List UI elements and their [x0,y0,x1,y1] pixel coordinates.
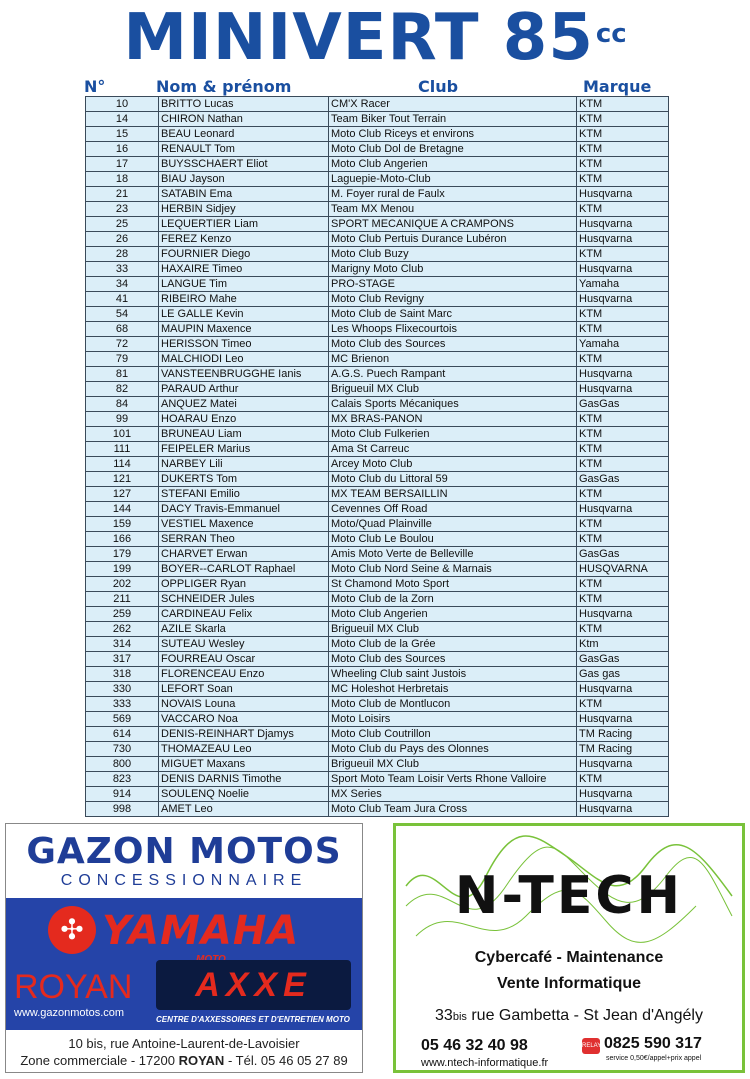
table-row [86,517,669,532]
rider-number: 41 [86,292,159,307]
rider-number: 823 [86,772,159,787]
rider-name: CARDINEAU Felix [159,607,329,622]
header-name: Nom & prénom [156,77,292,96]
table-row [86,472,669,487]
rider-club: M. Foyer rural de Faulx [329,187,577,202]
table-row [86,337,669,352]
rider-brand: KTM [577,457,669,472]
rider-brand: TM Racing [577,742,669,757]
rider-name: CHARVET Erwan [159,547,329,562]
rider-number: 259 [86,607,159,622]
table-row [86,382,669,397]
rider-club: Les Whoops Flixecourtois [329,322,577,337]
table-row [86,667,669,682]
rider-brand: KTM [577,577,669,592]
rider-club: Brigueuil MX Club [329,382,577,397]
rider-club: Moto Club du Pays des Olonnes [329,742,577,757]
axxe-tagline: CENTRE D'AXXESSOIRES ET D'ENTRETIEN MOTO [156,1015,350,1024]
rider-brand: Husqvarna [577,382,669,397]
rider-brand: KTM [577,532,669,547]
axxe-logo: AXXE [156,960,351,1010]
rider-number: 730 [86,742,159,757]
rider-number: 68 [86,322,159,337]
rider-brand: Husqvarna [577,607,669,622]
rider-brand: KTM [577,697,669,712]
rider-name: LE GALLE Kevin [159,307,329,322]
rider-brand: Husqvarna [577,292,669,307]
ntech-service-price: service 0,50€/appel+prix appel [606,1055,702,1062]
rider-brand: KTM [577,517,669,532]
table-row [86,277,669,292]
rider-brand: KTM [577,247,669,262]
rider-brand: HUSQVARNA [577,562,669,577]
rider-name: MALCHIODI Leo [159,352,329,367]
ntech-services-2: Vente Informatique [496,975,642,992]
rider-brand: KTM [577,412,669,427]
rider-club: MC Brienon [329,352,577,367]
table-row [86,442,669,457]
rider-name: STEFANI Emilio [159,487,329,502]
ntech-services: Cybercafé - Maintenance [474,949,664,966]
rider-brand: Husqvarna [577,367,669,382]
table-row [86,427,669,442]
rider-number: 317 [86,652,159,667]
table-row [86,742,669,757]
rider-name: RENAULT Tom [159,142,329,157]
rider-club: Brigueuil MX Club [329,757,577,772]
table-row [86,727,669,742]
rider-club: MX BRAS-PANON [329,412,577,427]
rider-club: Moto Loisirs [329,712,577,727]
rider-brand: Husqvarna [577,217,669,232]
rider-brand: KTM [577,202,669,217]
rider-brand: Husqvarna [577,682,669,697]
rider-club: Moto Club des Sources [329,652,577,667]
table-row [86,97,669,112]
rider-club: Moto Club Buzy [329,247,577,262]
rider-club: Sport Moto Team Loisir Verts Rhone Valloire [329,772,577,787]
rider-club: Wheeling Club saint Justois [329,667,577,682]
rider-brand: KTM [577,127,669,142]
rider-number: 17 [86,157,159,172]
rider-number: 54 [86,307,159,322]
rider-brand: GasGas [577,547,669,562]
rider-brand: KTM [577,142,669,157]
rider-name: DENIS-REINHART Djamys [159,727,329,742]
rider-club: Moto Club Coutrillon [329,727,577,742]
title-superscript: cc [595,19,627,49]
rider-name: BUYSSCHAERT Eliot [159,157,329,172]
rider-number: 21 [86,187,159,202]
rider-number: 10 [86,97,159,112]
table-row [86,547,669,562]
rider-brand: KTM [577,772,669,787]
rider-number: 800 [86,757,159,772]
rider-name: MAUPIN Maxence [159,322,329,337]
rider-number: 25 [86,217,159,232]
rider-club: MX Series [329,787,577,802]
rider-club: Marigny Moto Club [329,262,577,277]
rider-club: Moto Club Le Boulou [329,532,577,547]
rider-brand: GasGas [577,652,669,667]
rider-club: Moto Club Revigny [329,292,577,307]
rider-brand: GasGas [577,472,669,487]
table-row [86,352,669,367]
gazon-title: GAZON MOTOS [26,831,342,872]
rider-brand: KTM [577,442,669,457]
rider-brand: KTM [577,307,669,322]
rider-name: NARBEY Lili [159,457,329,472]
table-row [86,757,669,772]
header-number: N° [84,77,106,96]
table-row [86,397,669,412]
rider-name: SOULENQ Noelie [159,787,329,802]
rider-number: 111 [86,442,159,457]
rider-number: 333 [86,697,159,712]
rider-number: 211 [86,592,159,607]
rider-number: 569 [86,712,159,727]
yamaha-wordmark: YAMAHA [102,908,300,954]
rider-club: Moto Club Team Jura Cross [329,802,577,817]
rider-number: 81 [86,367,159,382]
rider-number: 314 [86,637,159,652]
rider-number: 79 [86,352,159,367]
rider-name: LEFORT Soan [159,682,329,697]
rider-club: Moto Club Angerien [329,607,577,622]
rider-club: Moto/Quad Plainville [329,517,577,532]
table-row [86,187,669,202]
rider-number: 14 [86,112,159,127]
rider-name: FEREZ Kenzo [159,232,329,247]
table-row [86,607,669,622]
rider-brand: KTM [577,592,669,607]
rider-brand: Husqvarna [577,232,669,247]
rider-club: Moto Club de Montlucon [329,697,577,712]
rider-name: BRITTO Lucas [159,97,329,112]
rider-number: 121 [86,472,159,487]
rider-number: 34 [86,277,159,292]
rider-brand: Gas gas [577,667,669,682]
rider-name: HAXAIRE Timeo [159,262,329,277]
gazon-subtitle: CONCESSIONNAIRE [60,872,308,889]
rider-club: Moto Club de la Zorn [329,592,577,607]
rider-name: THOMAZEAU Leo [159,742,329,757]
rider-club: Moto Club Fulkerien [329,427,577,442]
rider-number: 318 [86,667,159,682]
rider-brand: KTM [577,157,669,172]
rider-brand: KTM [577,427,669,442]
rider-number: 18 [86,172,159,187]
rider-club: Moto Club Nord Seine & Marnais [329,562,577,577]
rider-number: 28 [86,247,159,262]
rider-name: DENIS DARNIS Timothe [159,772,329,787]
rider-brand: KTM [577,112,669,127]
rider-name: FLORENCEAU Enzo [159,667,329,682]
rider-club: Brigueuil MX Club [329,622,577,637]
rider-brand: KTM [577,322,669,337]
rider-club: A.G.S. Puech Rampant [329,367,577,382]
rider-number: 72 [86,337,159,352]
rider-name: NOVAIS Louna [159,697,329,712]
rider-number: 127 [86,487,159,502]
table-row [86,637,669,652]
ntech-logo: N-TECH [454,866,684,926]
table-row [86,487,669,502]
rider-brand: TM Racing [577,727,669,742]
table-row [86,712,669,727]
ntech-address: 33bis rue Gambetta - St Jean d'Angély [435,1007,703,1024]
rider-name: OPPLIGER Ryan [159,577,329,592]
yamaha-logo-icon: ✣ [48,906,96,954]
rider-club: Cevennes Off Road [329,502,577,517]
table-row [86,247,669,262]
rider-name: VACCARO Noa [159,712,329,727]
rider-name: VANSTEENBRUGGHE Ianis [159,367,329,382]
rider-brand: Husqvarna [577,502,669,517]
table-row [86,322,669,337]
table-row [86,577,669,592]
rider-name: BEAU Leonard [159,127,329,142]
rider-brand: Husqvarna [577,262,669,277]
rider-brand: Ktm [577,637,669,652]
riders-table [85,96,669,817]
rider-name: FOURREAU Oscar [159,652,329,667]
rider-brand: KTM [577,487,669,502]
ntech-website: www.ntech-informatique.fr [421,1057,549,1069]
rider-club: Moto Club Angerien [329,157,577,172]
rider-number: 33 [86,262,159,277]
gazon-city: ROYAN [14,968,133,1006]
rider-number: 998 [86,802,159,817]
rider-brand: GasGas [577,397,669,412]
table-row [86,502,669,517]
rider-number: 15 [86,127,159,142]
table-row [86,292,669,307]
rider-club: Moto Club Pertuis Durance Lubéron [329,232,577,247]
rider-number: 330 [86,682,159,697]
rider-number: 166 [86,532,159,547]
rider-club: Moto Club Dol de Bretagne [329,142,577,157]
gazon-address-line1: 10 bis, rue Antoine-Laurent-de-Lavoisier [68,1036,300,1051]
table-row [86,307,669,322]
table-row [86,652,669,667]
rider-name: BOYER--CARLOT Raphael [159,562,329,577]
table-row [86,262,669,277]
table-row [86,457,669,472]
rider-club: MX TEAM BERSAILLIN [329,487,577,502]
rider-number: 26 [86,232,159,247]
rider-club: Team MX Menou [329,202,577,217]
rider-brand: Yamaha [577,337,669,352]
rider-name: AMET Leo [159,802,329,817]
rider-club: MC Holeshot Herbretais [329,682,577,697]
table-row [86,217,669,232]
table-row [86,682,669,697]
rider-brand: Husqvarna [577,757,669,772]
table-row [86,622,669,637]
rider-club: PRO-STAGE [329,277,577,292]
rider-name: BRUNEAU Liam [159,427,329,442]
rider-club: Team Biker Tout Terrain [329,112,577,127]
table-row [86,112,669,127]
table-row [86,592,669,607]
rider-name: CHIRON Nathan [159,112,329,127]
rider-number: 84 [86,397,159,412]
gazon-motos-ad [5,823,363,1073]
rider-number: 144 [86,502,159,517]
rider-club: Amis Moto Verte de Belleville [329,547,577,562]
rider-club: Arcey Moto Club [329,457,577,472]
rider-name: LANGUE Tim [159,277,329,292]
rider-name: DACY Travis-Emmanuel [159,502,329,517]
rider-number: 179 [86,547,159,562]
rider-brand: Husqvarna [577,802,669,817]
header-club: Club [418,77,459,96]
rider-name: DUKERTS Tom [159,472,329,487]
rider-club: Calais Sports Mécaniques [329,397,577,412]
ntech-ad [393,823,745,1073]
rider-name: AZILE Skarla [159,622,329,637]
rider-brand: Husqvarna [577,787,669,802]
table-row [86,532,669,547]
rider-number: 202 [86,577,159,592]
rider-club: Moto Club de Saint Marc [329,307,577,322]
table-row [86,367,669,382]
rider-brand: Yamaha [577,277,669,292]
rider-number: 101 [86,427,159,442]
rider-brand: Husqvarna [577,187,669,202]
rider-club: CM'X Racer [329,97,577,112]
table-row [86,772,669,787]
rider-name: HERISSON Timeo [159,337,329,352]
rider-club: Moto Club de la Grée [329,637,577,652]
rider-number: 16 [86,142,159,157]
table-row [86,562,669,577]
rider-club: Laguepie-Moto-Club [329,172,577,187]
page-title: MINIVERT $85^{cc}$ [123,1,627,75]
ntech-phone: 05 46 32 40 98 [421,1037,528,1054]
table-row [86,697,669,712]
ntech-phone-premium: 0825 590 317 [604,1035,702,1052]
gazon-address-line2: Zone commerciale - 17200 ROYAN - Tél. 05 46 05 27 89 [20,1053,348,1068]
rider-name: SERRAN Theo [159,532,329,547]
table-row [86,157,669,172]
rider-name: SATABIN Ema [159,187,329,202]
rider-number: 914 [86,787,159,802]
rider-club: Moto Club des Sources [329,337,577,352]
rider-name: LEQUERTIER Liam [159,217,329,232]
rider-name: HOARAU Enzo [159,412,329,427]
rider-number: 114 [86,457,159,472]
rider-name: SCHNEIDER Jules [159,592,329,607]
rider-name: RIBEIRO Mahe [159,292,329,307]
rider-name: SUTEAU Wesley [159,637,329,652]
table-row [86,412,669,427]
table-row [86,127,669,142]
rider-brand: KTM [577,352,669,367]
gazon-website: www.gazonmotos.com [14,1007,125,1019]
rider-number: 262 [86,622,159,637]
rider-name: MIGUET Maxans [159,757,329,772]
rider-number: 23 [86,202,159,217]
rider-name: PARAUD Arthur [159,382,329,397]
rider-number: 99 [86,412,159,427]
rider-club: Moto Club du Littoral 59 [329,472,577,487]
header-brand: Marque [583,77,652,96]
table-row [86,232,669,247]
rider-brand: KTM [577,97,669,112]
table-row [86,202,669,217]
rider-name: FEIPELER Marius [159,442,329,457]
table-row [86,172,669,187]
rider-club: SPORT MECANIQUE A CRAMPONS [329,217,577,232]
rider-club: Moto Club Riceys et environs [329,127,577,142]
rider-name: BIAU Jayson [159,172,329,187]
gazon-brand-panel [6,898,362,1030]
rider-number: 82 [86,382,159,397]
rider-name: FOURNIER Diego [159,247,329,262]
rider-name: ANQUEZ Matei [159,397,329,412]
rider-brand: KTM [577,622,669,637]
rider-number: 159 [86,517,159,532]
rider-name: VESTIEL Maxence [159,517,329,532]
table-row [86,802,669,817]
rider-club: St Chamond Moto Sport [329,577,577,592]
rider-number: 199 [86,562,159,577]
rider-number: 614 [86,727,159,742]
table-row [86,142,669,157]
rider-brand: Husqvarna [577,712,669,727]
rider-name: HERBIN Sidjey [159,202,329,217]
rider-club: Ama St Carreuc [329,442,577,457]
table-row [86,787,669,802]
relay-icon: RELAY [582,1038,600,1054]
rider-brand: KTM [577,172,669,187]
